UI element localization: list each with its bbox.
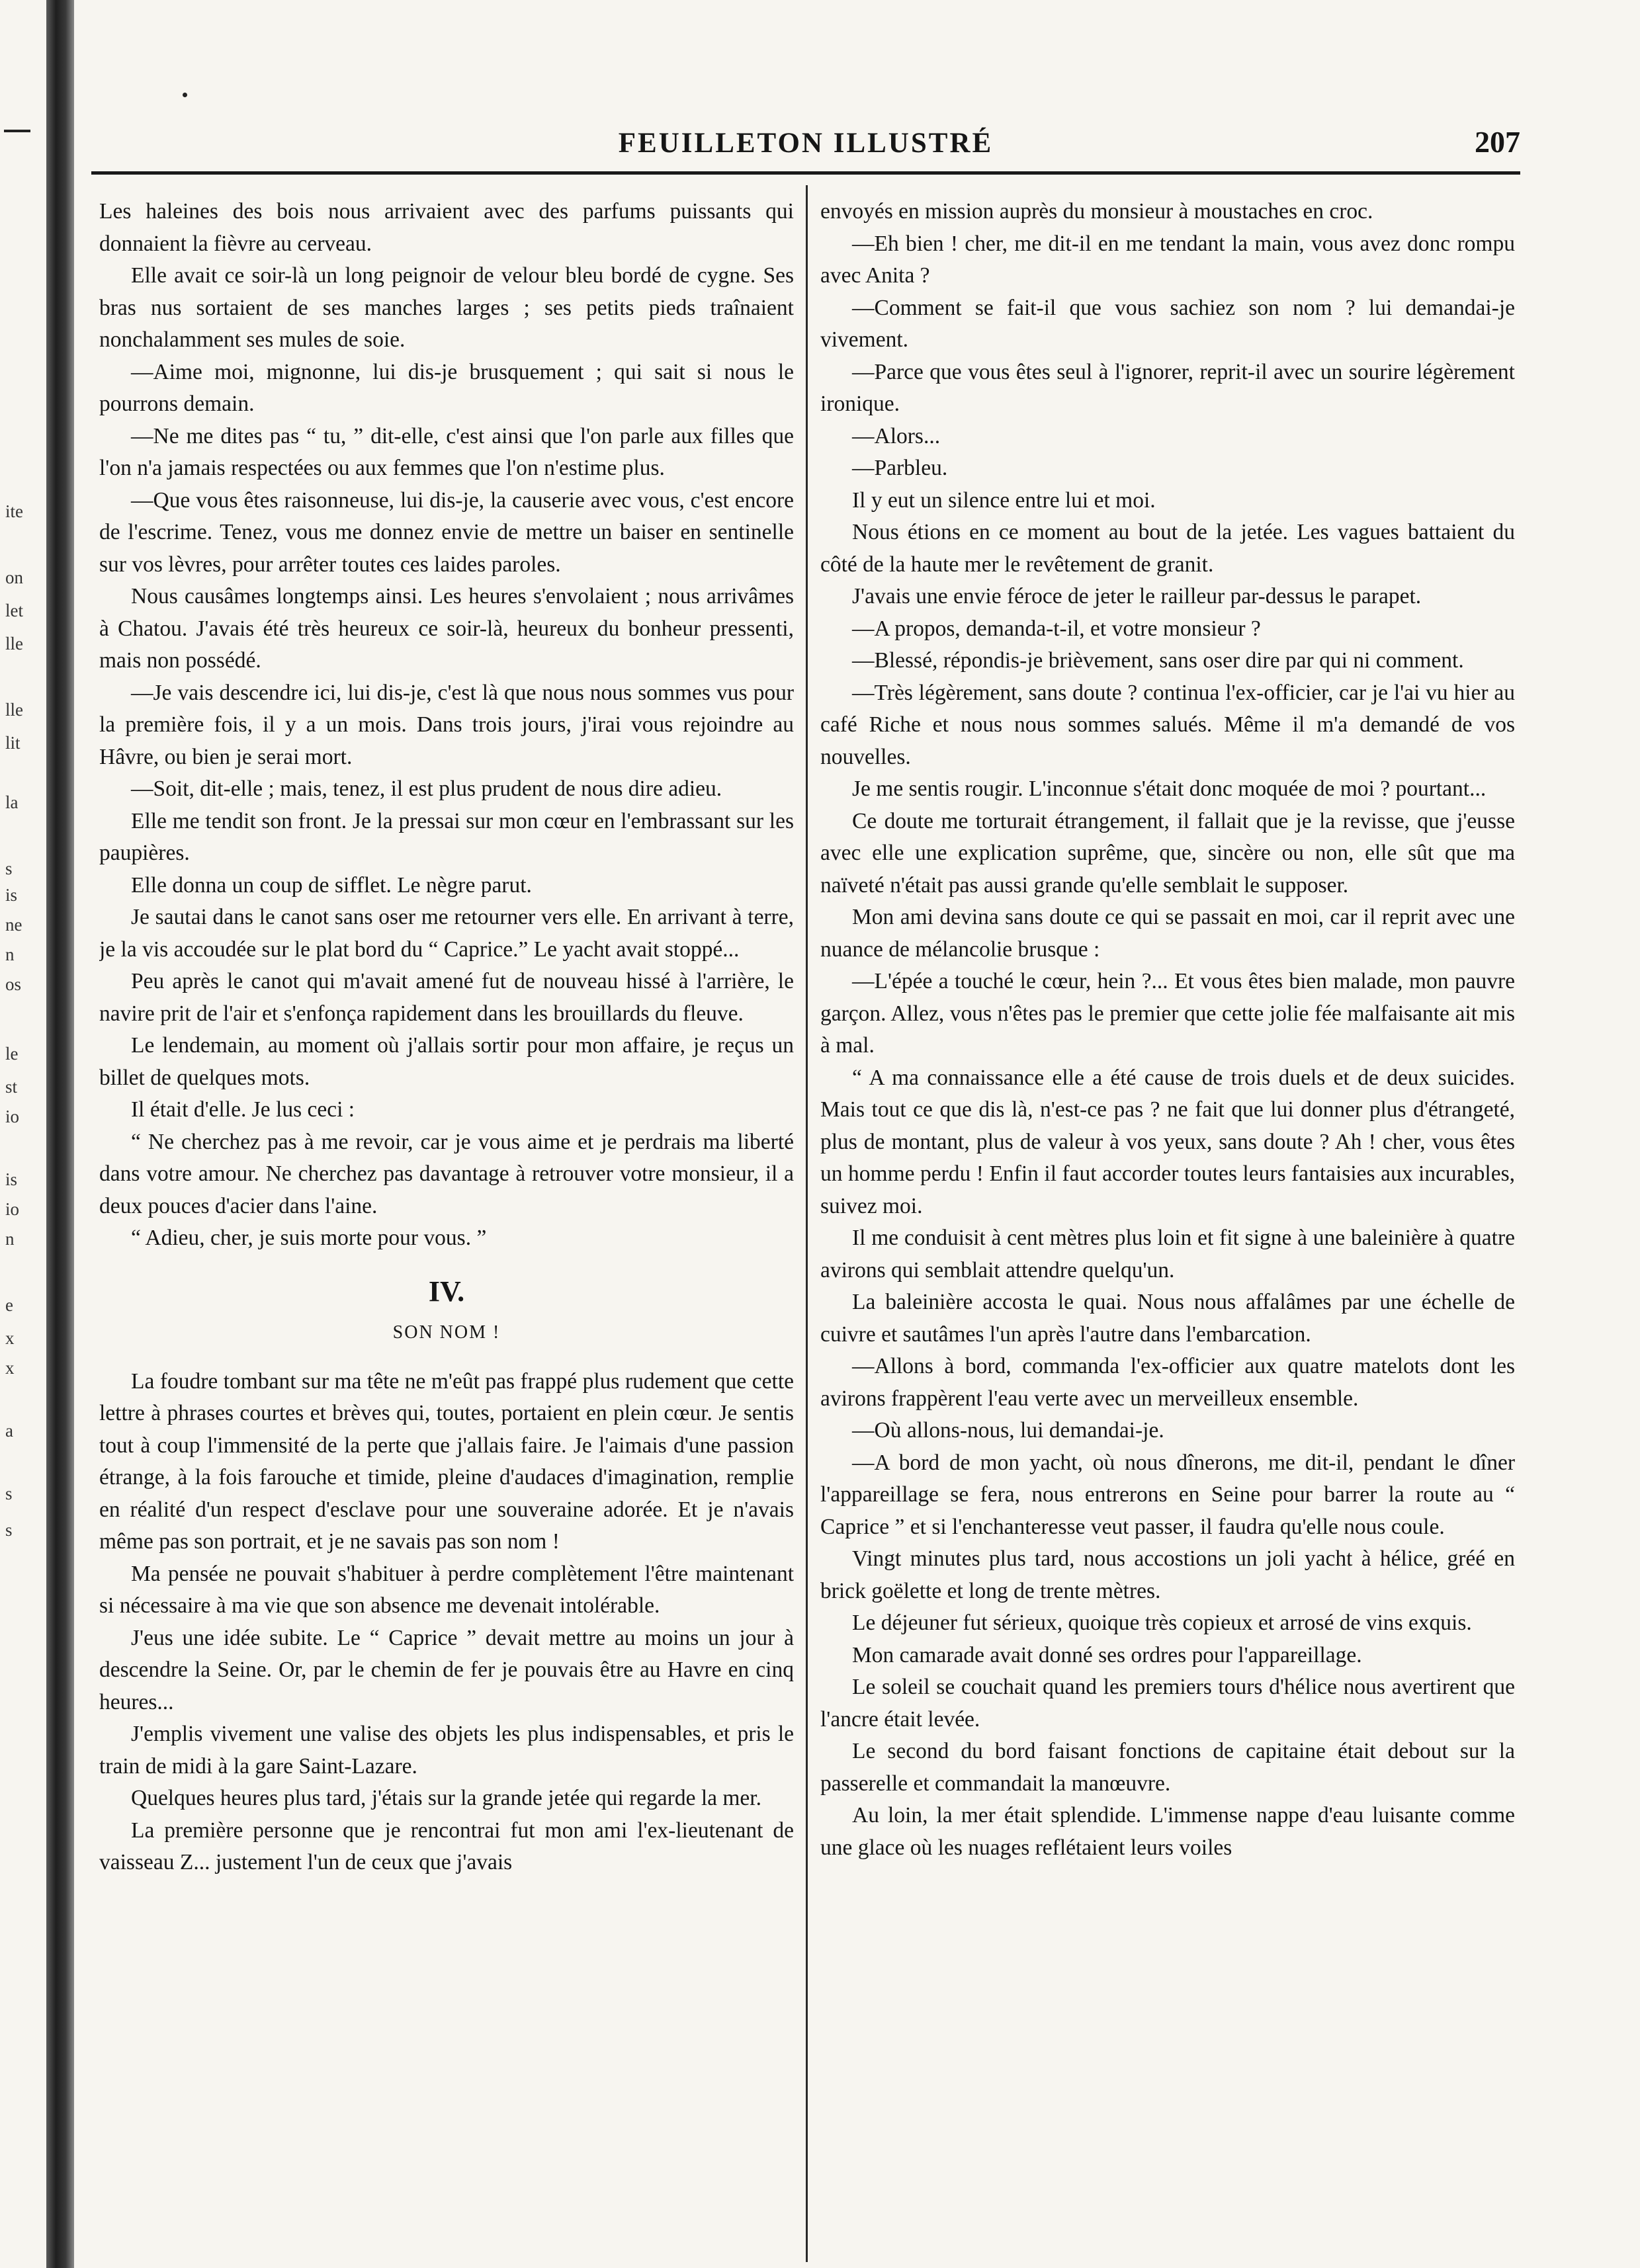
paragraph: Le second du bord faisant fonctions de capitaine était debout sur la passerelle et commandait la manœuvre. bbox=[820, 1739, 1515, 1796]
paragraph: Il était d'elle. Je lus ceci : bbox=[131, 1097, 355, 1122]
paragraph: —Très légèrement, sans doute ? continua l'ex-officier, car je l'ai vu hier au café Riche et nous nous sommes salués. Même il m'a demandé de vos nouvelles. bbox=[820, 680, 1515, 769]
page-number: 207 bbox=[1475, 125, 1520, 159]
paragraph: —Comment se fait-il que vous sachiez son nom ? lui demandai-je vivement. bbox=[820, 295, 1515, 352]
paragraph: —Je vais descendre ici, lui dis-je, c'est là que nous nous sommes vus pour la première fois, il y a un mois. Dans trois jours, j'irai vous rejoindre au Hâvre, ou bien je serai mort. bbox=[99, 680, 794, 769]
left-column-text bbox=[99, 196, 794, 1255]
paragraph: Quelques heures plus tard, j'étais sur la grande jetée qui regarde la mer. bbox=[131, 1786, 761, 1810]
margin-fragment: s bbox=[5, 1520, 13, 1540]
paragraph: —Aime moi, mignonne, lui dis-je brusquement ; qui sait si nous le pourrons demain. bbox=[99, 359, 794, 416]
header-rule bbox=[91, 171, 1520, 175]
binding-edge bbox=[46, 0, 74, 2268]
paragraph: Le lendemain, au moment où j'allais sortir pour mon affaire, je reçus un billet de quelques mots. bbox=[99, 1033, 794, 1090]
paragraph: —Parce que vous êtes seul à l'ignorer, reprit-il avec un sourire légèrement ironique. bbox=[820, 359, 1515, 416]
paragraph: Vingt minutes plus tard, nous accostions un joli yacht à hélice, gréé en brick goëlette et long de trente mètres. bbox=[820, 1546, 1515, 1603]
paragraph: —Soit, dit-elle ; mais, tenez, il est plus prudent de nous dire adieu. bbox=[131, 777, 722, 801]
paragraph: Ma pensée ne pouvait s'habituer à perdre complètement l'être maintenant si nécessaire à ma vie que son absence me devenait intolérable. bbox=[99, 1561, 794, 1618]
left-column bbox=[99, 196, 794, 2253]
margin-fragment: is bbox=[5, 1169, 18, 1189]
margin-fragment: x bbox=[5, 1328, 15, 1348]
margin-fragment: le bbox=[5, 1044, 19, 1064]
margin-fragment: lle bbox=[5, 700, 23, 720]
paragraph: —Allons à bord, commanda l'ex-officier aux quatre matelots dont les avirons frappèrent l'eau verte avec un merveilleux ensemble. bbox=[820, 1354, 1515, 1411]
paragraph: —Blessé, répondis-je brièvement, sans oser dire par qui ni comment. bbox=[852, 648, 1464, 673]
paragraph: —Eh bien ! cher, me dit-il en me tendant la main, vous avez donc rompu avec Anita ? bbox=[820, 231, 1515, 288]
paragraph: “ Adieu, cher, je suis morte pour vous. ” bbox=[131, 1226, 487, 1250]
paragraph: J'eus une idée subite. Le “ Caprice ” devait mettre au moins un jour à descendre la Seine. Or, par le chemin de fer je pouvais être au Havre en cinq heures... bbox=[99, 1625, 794, 1714]
paragraph: Mon ami devina sans doute ce qui se passait en moi, car il reprit avec une nuance de mélancolie brusque : bbox=[820, 905, 1515, 962]
paragraph: —Ne me dites pas “ tu, ” dit-elle, c'est ainsi que l'on parle aux filles que l'on n'a jamais respectées ou aux femmes que l'on n'estime plus. bbox=[99, 423, 794, 480]
paragraph: Nous causâmes longtemps ainsi. Les heures s'envolaient ; nous arrivâmes à Chatou. J'avais été très heureux ce soir-là, heureux du bonheur pressenti, mais non possédé. bbox=[99, 584, 794, 673]
margin-dash bbox=[4, 130, 30, 132]
paragraph: —Parbleu. bbox=[852, 456, 948, 480]
paragraph: “ Ne cherchez pas à me revoir, car je vous aime et je perdrais ma liberté dans votre amour. Ne cherchez pas davantage à retrouver votre monsieur, il a deux pouces d'acier dans l'aine. bbox=[99, 1129, 794, 1218]
margin-fragment: let bbox=[5, 601, 23, 620]
paragraph: Il y eut un silence entre lui et moi. bbox=[852, 487, 1156, 513]
paragraph: J'avais une envie féroce de jeter le railleur par-dessus le parapet. bbox=[852, 584, 1422, 609]
margin-fragment: is bbox=[5, 885, 18, 905]
paragraph: Elle me tendit son front. Je la pressai sur mon cœur en l'embrassant sur les paupières. bbox=[99, 808, 794, 865]
margin-fragment: on bbox=[5, 567, 23, 587]
paragraph: —Où allons-nous, lui demandai-je. bbox=[852, 1418, 1164, 1443]
margin-fragment: io bbox=[5, 1107, 20, 1126]
margin-fragment: lle bbox=[5, 634, 23, 653]
margin-fragment: os bbox=[5, 974, 22, 994]
paragraph: Nous étions en ce moment au bout de la jetée. Les vagues battaient du côté de la haute mer le revêtement de granit. bbox=[820, 520, 1515, 577]
margin-fragment: s bbox=[5, 1484, 13, 1503]
paragraph: Elle donna un coup de sifflet. Le nègre parut. bbox=[131, 872, 532, 898]
margin-fragment: a bbox=[5, 1421, 13, 1441]
paragraph: —Alors... bbox=[852, 423, 941, 448]
paragraph: —A bord de mon yacht, où nous dînerons, me dit-il, pendant le dîner l'appareillage se fera, nous entrerons en Seine pour barrer la route au “ Caprice ” et si l'enchanteresse veut passer, il faudra qu'elle nous coule. bbox=[820, 1450, 1515, 1539]
margin-fragment: la bbox=[5, 792, 19, 812]
margin-fragment: n bbox=[5, 945, 15, 964]
paragraph: Il me conduisit à cent mètres plus loin et fit signe à une baleinière à quatre avirons qui semblait attendre quelqu'un. bbox=[820, 1226, 1515, 1282]
paragraph: J'emplis vivement une valise des objets les plus indispensables, et pris le train de midi à la gare Saint-Lazare. bbox=[99, 1722, 794, 1779]
column-divider bbox=[806, 185, 808, 2262]
paragraph: Mon camarade avait donné ses ordres pour l'appareillage. bbox=[852, 1642, 1362, 1667]
paragraph: Elle avait ce soir-là un long peignoir de velour bleu bordé de cygne. Ses bras nus sortaient de ses manches larges ; ses petits pieds traînaient nonchalamment ses mules de soie. bbox=[99, 263, 794, 352]
running-title: FEUILLETON ILLUSTRÉ bbox=[618, 128, 994, 159]
margin-fragment: ite bbox=[5, 501, 23, 521]
paragraph: Le déjeuner fut sérieux, quoique très copieux et arrosé de vins exquis. bbox=[852, 1611, 1472, 1635]
chapter-number: IV. bbox=[428, 1275, 465, 1308]
paragraph: —A propos, demanda-t-il, et votre monsieur ? bbox=[852, 616, 1261, 641]
paragraph: Peu après le canot qui m'avait amené fut de nouveau hissé à l'arrière, le navire prit de l'air et s'enfonça rapidement dans les brouillards du fleuve. bbox=[99, 969, 794, 1026]
print-speck bbox=[183, 93, 187, 97]
paragraph: Je me sentis rougir. L'inconnue s'était donc moquée de moi ? pourtant... bbox=[852, 777, 1487, 801]
margin-fragment: e bbox=[5, 1295, 13, 1315]
margin-fragment: st bbox=[5, 1077, 18, 1097]
paragraph: Je sautai dans le canot sans oser me retourner vers elle. En arrivant à terre, je la vis accoudée sur le plat bord du “ Caprice.” Le yacht avait stoppé... bbox=[99, 905, 794, 962]
paragraph: Le soleil se couchait quand les premiers tours d'hélice nous avertirent que l'ancre était levée. bbox=[820, 1675, 1515, 1732]
paragraph: —L'épée a touché le cœur, hein ?... Et vous êtes bien malade, mon pauvre garçon. Allez, vous n'êtes pas le premier que cette jolie fée malfaisante ait mis à mal. bbox=[820, 969, 1515, 1058]
paragraph: Ce doute me torturait étrangement, il fallait que je la revisse, que j'eusse avec elle une explication suprême, que, sincère ou non, elle sût que ma naïveté n'était pas aussi grande qu'elle semblait le supposer. bbox=[820, 808, 1515, 898]
left-column-text-continued bbox=[99, 1366, 794, 1879]
paragraph: Au loin, la mer était splendide. L'immense nappe d'eau luisante comme une glace où les nuages reflétaient leurs voiles bbox=[820, 1803, 1515, 1860]
margin-fragment: io bbox=[5, 1199, 20, 1219]
paragraph: —Que vous êtes raisonneuse, lui dis-je, la causerie avec vous, c'est encore de l'escrime. Tenez, vous me donnez envie de mettre un baiser en sentinelle sur vos lèvres, pour arrêter toutes ces laides paroles. bbox=[99, 487, 794, 577]
margin-fragment: n bbox=[5, 1229, 15, 1249]
margin-fragment: s bbox=[5, 859, 13, 878]
paragraph: Les haleines des bois nous arrivaient avec des parfums puissants qui donnaient la fièvre au cerveau. bbox=[99, 199, 794, 256]
paragraph: La foudre tombant sur ma tête ne m'eût pas frappé plus rudement que cette lettre à phrases courtes et brèves qui, toutes, portaient en plein cœur. Je sentis tout à coup l'immensité de la perte que j'allais faire. Je l'aimais d'une passion étrange, à la fois farouche et timide, pleine d'audaces d'imagination, remplie en réalité d'un respect d'esclave pour une souveraine adorée. Et je n'avais même pas son portrait, et je ne savais pas son nom ! bbox=[99, 1368, 794, 1554]
paragraph: La baleinière accosta le quai. Nous nous affalâmes par une échelle de cuivre et sautâmes l'un après l'autre dans l'embarcation. bbox=[820, 1290, 1515, 1347]
margin-fragment: ne bbox=[5, 915, 22, 935]
paragraph: La première personne que je rencontrai fut mon ami l'ex-lieutenant de vaisseau Z... justement l'un de ceux que j'avais bbox=[99, 1818, 794, 1874]
margin-fragment: lit bbox=[5, 733, 21, 753]
paragraph: envoyés en mission auprès du monsieur à moustaches en croc. bbox=[820, 199, 1373, 224]
right-column bbox=[820, 196, 1515, 2253]
right-column-text bbox=[820, 196, 1515, 1864]
chapter-title: SON NOM ! bbox=[392, 1322, 501, 1343]
page-header bbox=[91, 118, 1520, 175]
margin-fragment: x bbox=[5, 1358, 15, 1378]
paragraph: “ A ma connaissance elle a été cause de trois duels et de deux suicides. Mais tout ce que dis là, n'est-ce pas ? ne fait que lui donner plus d'étrangeté, plus de montant, plus de valeur à vos yeux, sans doute ? Ah ! cher, vous êtes un homme perdu ! Enfin il faut accorder toutes leurs fantaisies aux incurables, suivez moi. bbox=[820, 1065, 1515, 1218]
